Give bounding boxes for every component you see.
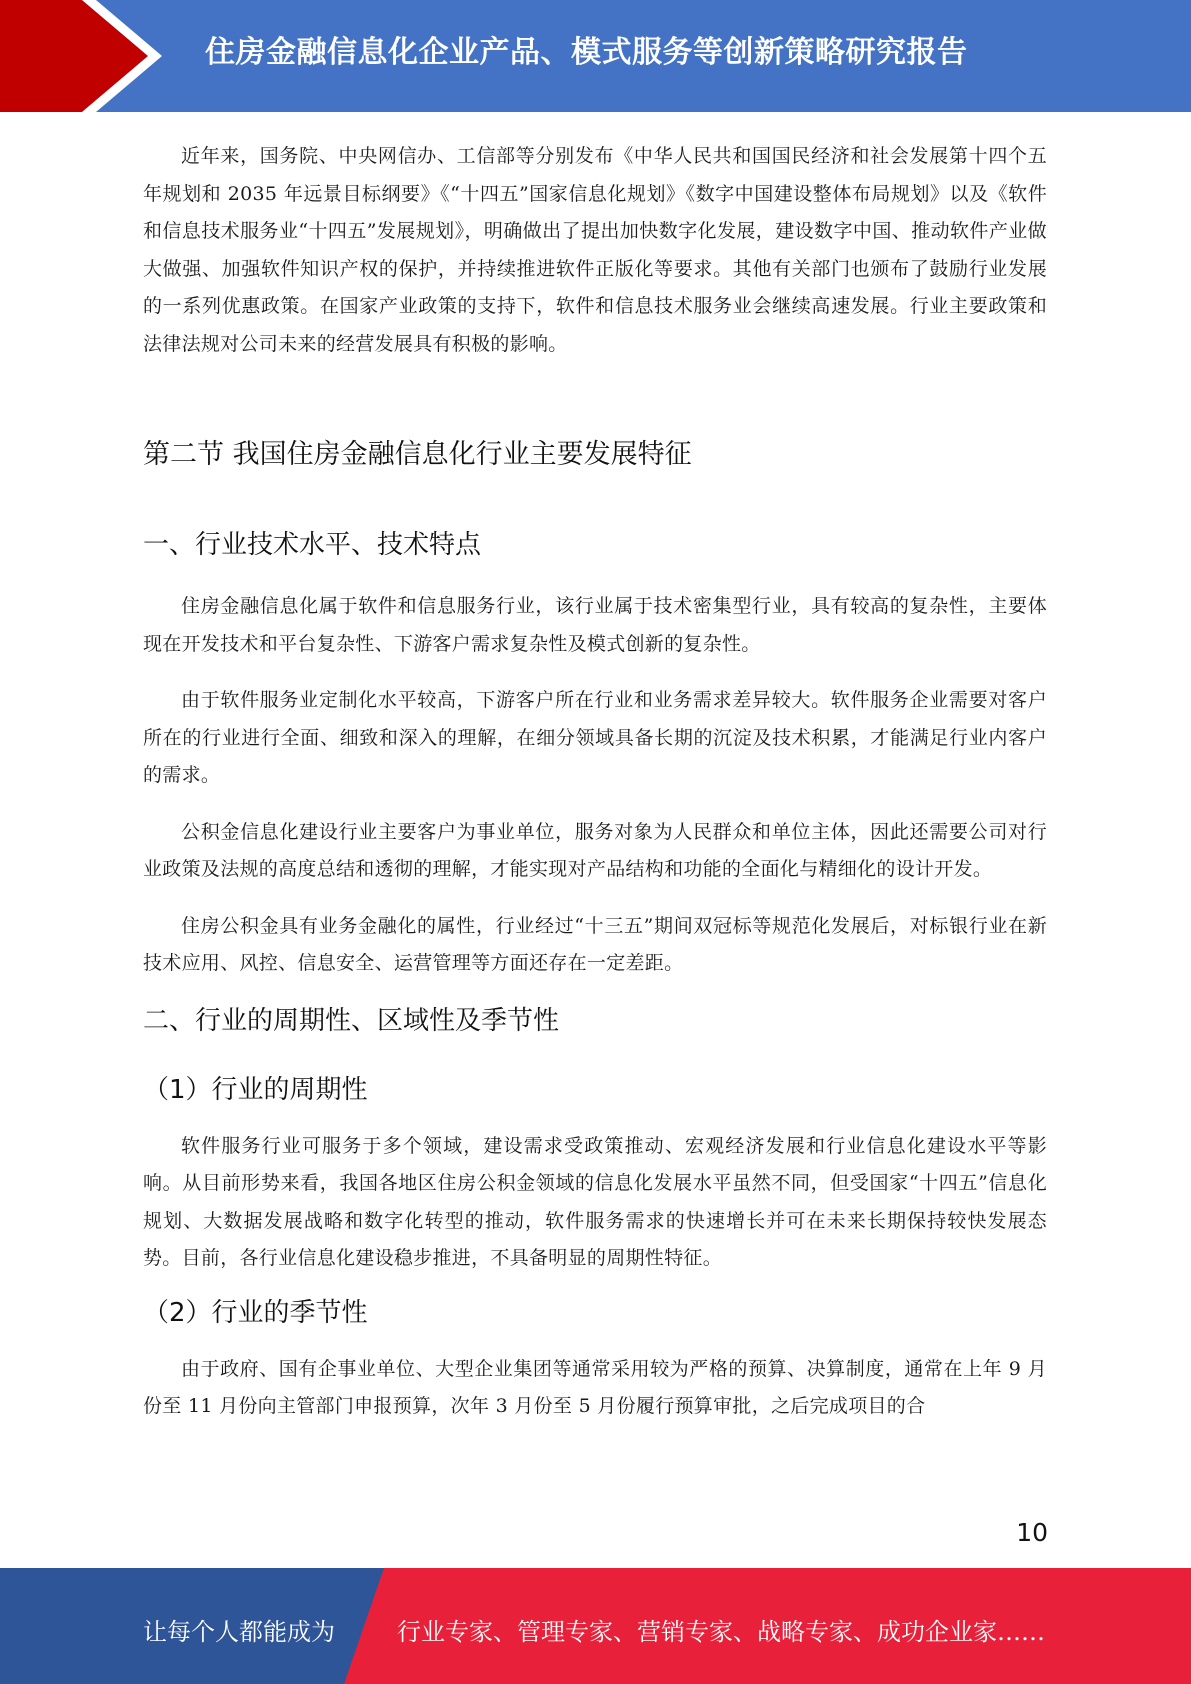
subheading-tech: 一、行业技术水平、技术特点 (143, 530, 482, 560)
periodicity-paragraph: 软件服务行业可服务于多个领域，建设需求受政策推动、宏观经济发展和行业信息化建设水平等影响。从目前形势来看，我国各地区住房公积金领域的信息化发展水平虽然不同，但受国家“十四五”信息化规划、大数据发展战略和数字化转型的推动，软件服务需求的快速增长并可在未来长期保持较快发展态势。目前，各行业信息化建设稳步推进，不具备明显的周期性特征。 (143, 1134, 1047, 1269)
tech-paragraph-1: 住房金融信息化属于软件和信息服务行业，该行业属于技术密集型行业，具有较高的复杂性，主要体现在开发技术和平台复杂性、下游客户需求复杂性及模式创新的复杂性。 (143, 595, 1047, 655)
seasonality-paragraph: 由于政府、国有企事业单位、大型企业集团等通常采用较为严格的预算、决算制度，通常在上年 9 月份至 11 月份向主管部门申报预算，次年 3 月份至 5 月份履行预算审批，之后完成项目的合 (143, 1357, 1047, 1417)
document-body (143, 138, 1047, 1426)
footer-slogan-left: 让每个人都能成为 (143, 1618, 335, 1646)
subheading-periodicity: （1）行业的周期性 (143, 1074, 368, 1105)
intro-paragraph: 近年来，国务院、中央网信办、工信部等分别发布《中华人民共和国国民经济和社会发展第十四个五年规划和 2035 年远景目标纲要》《“十四五”国家信息化规划》《数字中国建设整体布局规划》以及《软件和信息技术服务业“十四五”发展规划》，明确做出了提出加快数字化发展，建设数字中国、推动软件产业做大做强、加强软件知识产权的保护，并持续推进软件正版化等要求。其他有关部门也颁布了鼓励行业发展的一系列优惠政策。在国家产业政策的支持下，软件和信息技术服务业会继续高速发展。行业主要政策和法律法规对公司未来的经营发展具有积极的影响。 (143, 145, 1047, 355)
section-heading: 第二节 我国住房金融信息化行业主要发展特征 (143, 439, 692, 470)
subheading-cycle: 二、行业的周期性、区域性及季节性 (143, 1005, 560, 1036)
tech-paragraph-4: 住房公积金具有业务金融化的属性，行业经过“十三五”期间双冠标等规范化发展后，对标银行业在新技术应用、风控、信息安全、运营管理等方面还存在一定差距。 (143, 914, 1047, 974)
footer-banner (0, 1568, 1191, 1684)
footer-slogan-right: 行业专家、管理专家、营销专家、战略专家、成功企业家…… (397, 1618, 1045, 1646)
header-banner (0, 0, 1191, 112)
page-number: 10 (1016, 1518, 1048, 1547)
tech-paragraph-2: 由于软件服务业定制化水平较高，下游客户所在行业和业务需求差异较大。软件服务企业需要对客户所在的行业进行全面、细致和深入的理解，在细分领域具备长期的沉淀及技术积累，才能满足行业内客户的需求。 (143, 689, 1047, 786)
tech-paragraph-3: 公积金信息化建设行业主要客户为事业单位，服务对象为人民群众和单位主体，因此还需要公司对行业政策及法规的高度总结和透彻的理解，才能实现对产品结构和功能的全面化与精细化的设计开发。 (143, 820, 1047, 880)
subheading-seasonality: （2）行业的季节性 (143, 1297, 368, 1328)
report-title: 住房金融信息化企业产品、模式服务等创新策略研究报告 (205, 35, 968, 70)
